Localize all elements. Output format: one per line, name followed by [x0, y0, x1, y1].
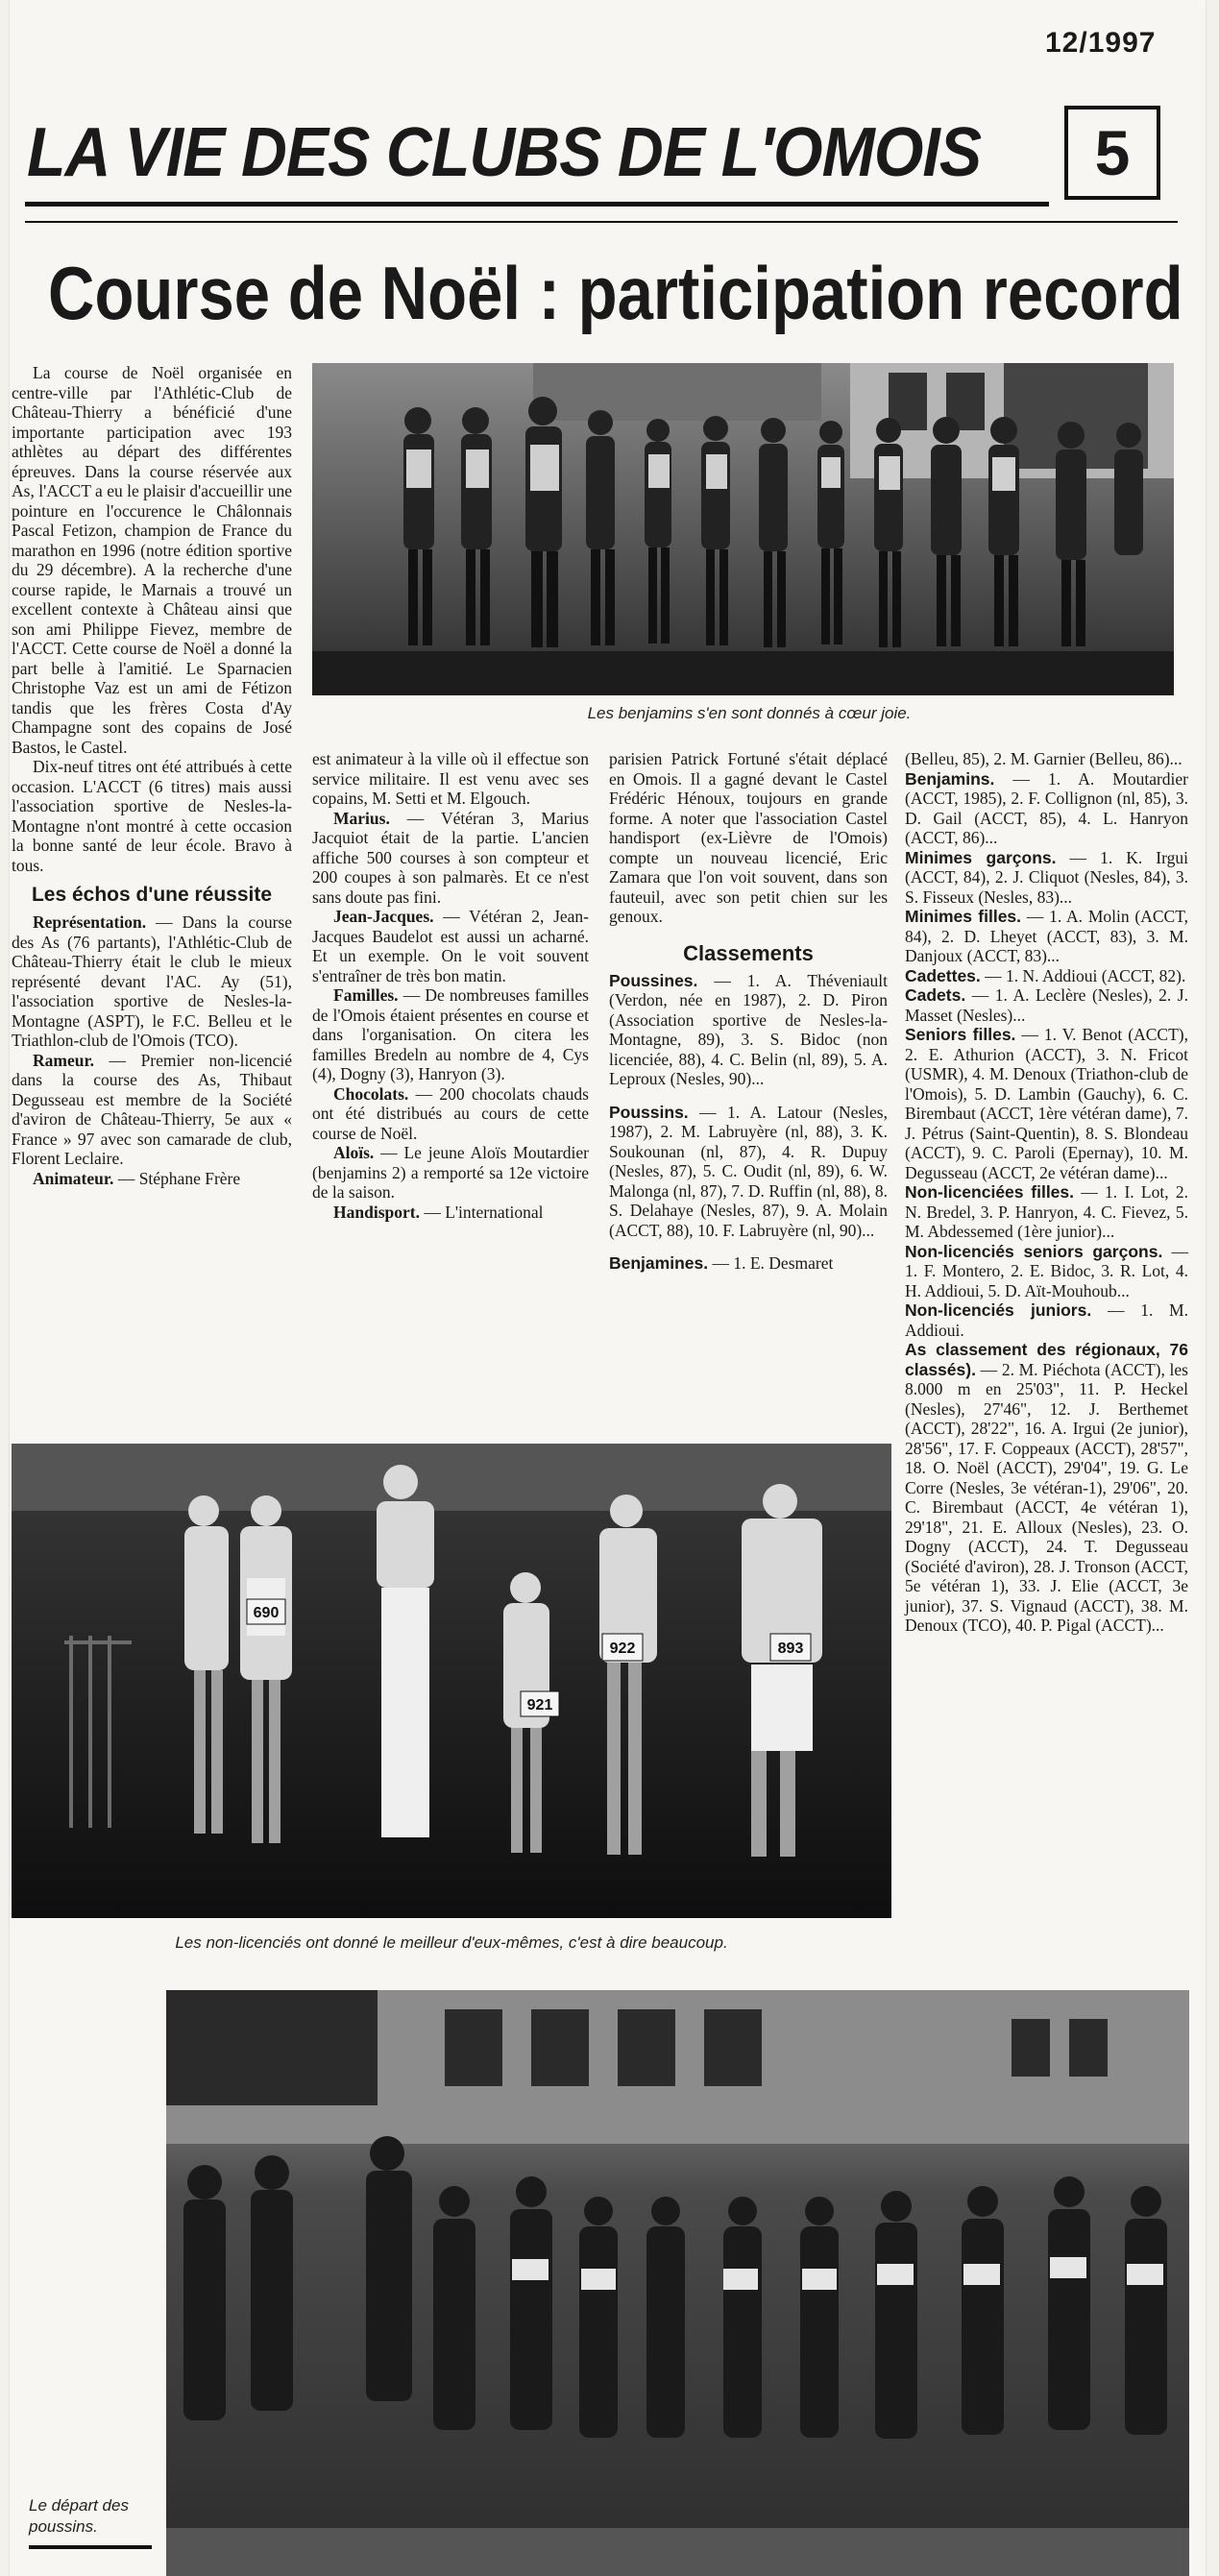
lead-jean-jacques: Jean-Jacques.: [333, 907, 434, 926]
lead-benjamins: Benjamins.: [905, 768, 995, 789]
issue-date: 12/1997: [1045, 27, 1157, 59]
titles-paragraph: Dix-neuf titres ont été attribués à cette occasion. L'ACCT (6 titres) mais aussi l'association sportive de Nesles-la-Montagne n'ont montré à cette occasion la bonne santé de leur école. Bravo à tous.: [12, 757, 292, 875]
heading-classements: Classements: [683, 940, 814, 965]
lead-poussins: Poussins.: [609, 1102, 689, 1122]
page-number-box: 5: [1064, 106, 1160, 200]
article-column-3: [609, 749, 888, 1274]
bib-921: 921: [526, 1697, 553, 1713]
benjamines-continued: (Belleu, 85), 2. M. Garnier (Belleu, 86)...: [905, 749, 1182, 768]
results-non-licencies-juniors: — 1. M. Addioui.: [905, 1300, 1188, 1340]
animateur-continued: est animateur à la ville où il effectue son service militaire. Il est venu avec ses copains, M. Setti et M. Elgouch.: [312, 749, 589, 808]
text-handisport: — L'international: [419, 1202, 544, 1222]
results-non-licencies-seniors: — 1. F. Montero, 2. E. Bidoc, 3. R. Lot, 4. H. Addioui, 5. D. Aït-Mouhoub...: [905, 1241, 1188, 1300]
results-as-classement: — 2. M. Piéchota (ACCT), les 8.000 m en 25'03", 11. P. Heckel (Nesles), 27'46", 12. J. Berthemet (ACCT), 28'22", 16. A. Irgui (2e junior), 28'56", 17. F. Coppeaux (ACCT), 28'57", 18. O. Noël (ACCT), 29'04", 19. G. Le Corre (Nesles, 3e vétéran-1), 29'06", 20. C. Birembaut (ACCT, 4e vétéran 1), 29'18", 21. E. Alloux (Nesles), 23. O. Dogny (ACCT), 24. T. Degusseau (Société d'aviron), 28. J. Tronson (ACCT, 5e vétéran 1), 33. J. Elie (ACCT, 3e junior), 37. S. Vignaud (ACCT), 38. M. Denoux (TCO), 40. P. Pigal (ACCT)...: [905, 1359, 1188, 1635]
caption-photo-poussins: Le départ des poussins.: [29, 2496, 129, 2536]
lead-handisport: Handisport.: [333, 1202, 420, 1222]
lead-animateur: Animateur.: [33, 1168, 114, 1188]
subheading-echos: Les échos d'une réussite: [31, 884, 273, 906]
results-seniors-filles: — 1. V. Benot (ACCT), 2. E. Athurion (ACCT), 3. N. Fricot (USMR), 4. M. Denoux (Triathon-club de l'Omois), 5. D. Lambin (Gauchy), 6. C. Birembaut (ACCT, 1ère vétéran dame), 7. J. Pétrus (Saint-Quentin), 8. S. Blondeau (ACCT), 9. C. Paroli (Epernay), 10. M. Degusseau (ACCT, 2e vétéran dame)...: [905, 1025, 1188, 1182]
results-non-licenciees-filles: — 1. I. Lot, 2. N. Bredel, 3. P. Hanryon, 4. C. Fievez, 5. M. Abdessemed (1ère junior)...: [905, 1182, 1188, 1241]
bib-893: 893: [777, 1640, 804, 1657]
article-column-4: [905, 749, 1188, 1636]
results-minimes-garcons: — 1. K. Irgui (ACCT, 84), 2. J. Cliquot (Nesles, 84), 3. S. Fisseux (Nesles, 83)...: [905, 847, 1188, 907]
lead-alois: Aloïs.: [333, 1143, 375, 1162]
lead-marius: Marius.: [333, 808, 390, 828]
lead-minimes-garcons: Minimes garçons.: [905, 847, 1057, 867]
caption-photo-benjamins: Les benjamins s'en sont donnés à cœur joie.: [587, 704, 912, 722]
text-animateur: — Stéphane Frère: [113, 1168, 241, 1188]
lead-familles: Familles.: [333, 985, 399, 1005]
lead-non-licencies-seniors: Non-licenciés seniors garçons.: [905, 1241, 1163, 1261]
text-marius: — Vétéran 3, Marius Jacquiot était de la partie. L'ancien affiche 500 courses à son compteur et 200 coupes à son palmarès. Et ce n'est sans doute pas fini.: [312, 808, 589, 907]
lead-cadettes: Cadettes.: [905, 965, 981, 985]
bib-690: 690: [253, 1605, 280, 1621]
header-rule-thin: [25, 221, 1178, 223]
lead-rameur: Rameur.: [33, 1050, 95, 1070]
photo-non-licencies: [12, 1444, 891, 1918]
results-benjamines: — 1. E. Desmaret: [708, 1253, 834, 1273]
lead-non-licencies-juniors: Non-licenciés juniors.: [905, 1300, 1092, 1320]
results-cadettes: — 1. N. Addioui (ACCT, 82).: [980, 965, 1186, 985]
lead-seniors-filles: Seniors filles.: [905, 1025, 1016, 1044]
results-cadets: — 1. A. Leclère (Nesles), 2. J. Masset (Nesles)...: [905, 985, 1188, 1025]
article-column-1: [12, 363, 292, 1188]
caption-underline: [29, 2545, 152, 2549]
text-familles: — De nombreuses familles de l'Omois étaient présentes en course et dans l'organisation. On citera les familles Bredeln au nombre de 4, Cys (4), Dogny (3), Hanryon (3).: [312, 985, 589, 1083]
lead-benjamines: Benjamines.: [609, 1253, 709, 1273]
results-poussines: — 1. A. Théveniault (Verdon, née en 1987), 2. D. Piron (Association sportive de Nesles-la-Montagne, 89), 3. S. Bidoc (non licenciée, 88), 4. C. Belin (nl, 89), 5. A. Leproux (Nesles, 90)...: [609, 970, 888, 1088]
intro-paragraph: La course de Noël organisée en centre-ville par l'Athlétic-Club de Château-Thierry a bénéficié d'une importante participation avec 193 athlètes au départ des différentes épreuves. Dans la course réservée aux As, l'ACCT a eu le plaisir d'accueillir une pointure en l'occurence le Châlonnais Pascal Fetizon, champion de France du marathon en 1996 (notre édition sportive du 29 décembre). A la recherche d'une course rapide, le Marnais a trouvé un excellent contexte à Château ainsi que son ami Philippe Fievez, membre de l'ACCT. Cette course de Noël a donné la part belle à l'amitié. Le Sparnacien Christophe Vaz est un ami de Fétizon tandis que les frères Costa d'Ay Champagne sont des copains de José Bastos, le Castel.: [12, 363, 292, 757]
lead-cadets: Cadets.: [905, 985, 966, 1005]
text-alois: — Le jeune Aloïs Moutardier (benjamins 2) a remporté sa 12e victoire de la saison.: [312, 1143, 589, 1202]
bib-922: 922: [609, 1640, 636, 1657]
handisport-continued: parisien Patrick Fortuné s'était déplacé en Omois. Il a gagné devant le Castel Frédéric Hénoux, toujours en grande forme. A noter que l'association Castel handisport (ex-Lièvre de l'Omois) compte un nouveau licencié, Eric Zamara que l'on voit souvent, dans son fauteuil, avec son petit chien sur les genoux.: [609, 749, 888, 926]
lead-non-licenciees-filles: Non-licenciées filles.: [905, 1182, 1075, 1202]
photo-benjamins: [312, 363, 1174, 695]
caption-photo-non-licencies: Les non-licenciés ont donné le meilleur d'eux-mêmes, c'est à dire beaucoup.: [175, 1933, 728, 1952]
lead-poussines: Poussines.: [609, 970, 698, 990]
text-rameur: — Premier non-licencié dans la course des As, Thibaut Degusseau est membre de la Société d'aviron de Château-Thierry, 5e aux « France » 97 avec son camarade de club, Florent Leclaire.: [12, 1050, 292, 1168]
lead-representation: Représentation.: [33, 912, 147, 932]
results-poussins: — 1. A. Latour (Nesles, 1987), 2. M. Labruyère (nl, 88), 3. K. Soukounan (nl, 87), 4. R. Dupuy (Nesles, 87), 5. C. Oudit (nl, 89), 6. W. Malonga (nl, 87), 7. D. Ruffin (nl, 88), 8. S. Delahaye (Nesles, 87), 9. A. Molain (ACCT, 88), 10. F. Labruyère (nl, 90)...: [609, 1102, 888, 1240]
results-benjamins: — 1. A. Moutardier (ACCT, 1985), 2. F. Collignon (nl, 85), 3. D. Gail (ACCT, 85), 4. L. Hanryon (ACCT, 86)...: [905, 768, 1188, 847]
article-headline: Course de Noël : participation record: [48, 251, 1183, 335]
text-chocolats: — 200 chocolats chauds ont été distribués au cours de cette course de Noël.: [312, 1083, 589, 1143]
results-minimes-filles: — 1. A. Molin (ACCT, 84), 2. D. Lheyet (ACCT, 83), 3. M. Danjoux (ACCT, 83)...: [905, 907, 1188, 965]
text-representation: — Dans la course des As (76 partants), l'Athlétic-Club de Château-Thierry était le club le mieux représenté devant l'AC. Ay (51), l'association sportive de Nesles-la-Montagne (ASPT), le F.C. Belleu et le Triathlon-club de l'Omois (TCO).: [12, 912, 292, 1050]
lead-chocolats: Chocolats.: [333, 1083, 409, 1104]
photo-poussins: [166, 1990, 1189, 2576]
lead-as-classement: As classement des régionaux, 76 classés).: [905, 1340, 1188, 1379]
lead-minimes-filles: Minimes filles.: [905, 907, 1022, 926]
section-title: LA VIE DES CLUBS DE L'OMOIS: [27, 114, 982, 191]
header-rule: [25, 202, 1049, 207]
text-jean-jacques: — Vétéran 2, Jean-Jacques Baudelot est aussi un acharné. Et un exemple. On le voit souvent s'entraîner de très bon matin.: [312, 907, 589, 985]
article-column-2: [312, 749, 589, 1222]
